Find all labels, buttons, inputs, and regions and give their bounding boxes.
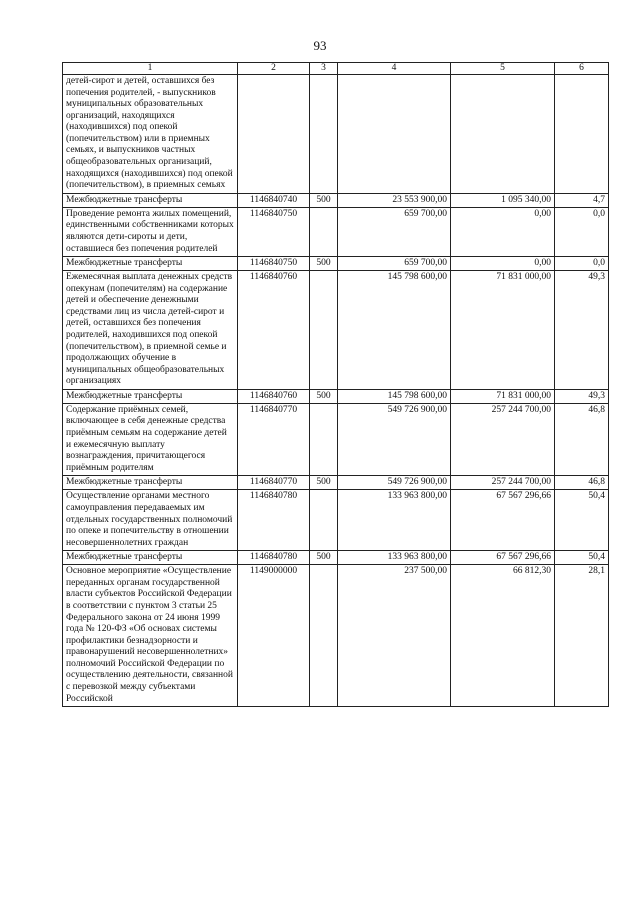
row-expense-type [310,403,338,475]
row-execution-percent [555,75,609,194]
row-code: 1146840770 [238,476,310,490]
column-header: 6 [555,63,609,75]
row-planned-amount: 133 963 800,00 [338,490,451,551]
table-row [63,193,609,207]
row-expense-type [310,75,338,194]
row-execution-percent: 50,4 [555,551,609,565]
column-header: 2 [238,63,310,75]
row-expense-type: 500 [310,476,338,490]
column-header: 1 [63,63,238,75]
row-description: Межбюджетные трансферты [63,389,238,403]
row-planned-amount: 659 700,00 [338,207,451,256]
table-row [63,257,609,271]
table-body [63,75,609,707]
row-execution-percent: 0,0 [555,207,609,256]
row-planned-amount: 133 963 800,00 [338,551,451,565]
table-row [63,389,609,403]
row-planned-amount: 659 700,00 [338,257,451,271]
column-header: 4 [338,63,451,75]
table-row [63,271,609,390]
row-execution-percent: 46,8 [555,476,609,490]
row-expense-type [310,565,338,707]
row-actual-amount: 66 812,30 [451,565,555,707]
row-expense-type [310,271,338,390]
table-row [63,551,609,565]
row-planned-amount: 549 726 900,00 [338,403,451,475]
row-actual-amount: 71 831 000,00 [451,271,555,390]
row-execution-percent: 0,0 [555,257,609,271]
table-row [63,207,609,256]
row-code: 1146840760 [238,389,310,403]
row-execution-percent: 28,1 [555,565,609,707]
row-description: Межбюджетные трансферты [63,193,238,207]
row-code: 1146840780 [238,551,310,565]
table-row [63,75,609,194]
row-actual-amount: 71 831 000,00 [451,389,555,403]
row-expense-type [310,207,338,256]
table-row [63,476,609,490]
row-code: 1149000000 [238,565,310,707]
row-planned-amount: 549 726 900,00 [338,476,451,490]
row-description: Межбюджетные трансферты [63,257,238,271]
table-row [63,403,609,475]
row-planned-amount: 145 798 600,00 [338,389,451,403]
row-actual-amount: 67 567 296,66 [451,551,555,565]
column-header: 3 [310,63,338,75]
row-execution-percent: 49,3 [555,389,609,403]
row-actual-amount: 257 244 700,00 [451,403,555,475]
row-actual-amount: 0,00 [451,257,555,271]
row-expense-type: 500 [310,551,338,565]
column-header: 5 [451,63,555,75]
row-code: 1146840770 [238,403,310,475]
row-actual-amount: 257 244 700,00 [451,476,555,490]
row-expense-type: 500 [310,389,338,403]
row-description: Ежемесячная выплата денежных средств опекунам (попечителям) на содержание детей и обеспечение денежными средствами лиц из числа детей-сирот и детей, оставшихся без попечения родителей, находившихся под опекой (попечительством), в приемной семье и продолжающих обучение в муниципальных общеобразовательных организациях [63,271,238,390]
row-description: Основное мероприятие «Осуществление переданных органам государственной власти субъектов Российской Федерации в соответствии с пунктом 3 статьи 25 Федерального закона от 24 июня 1999 года № 120-ФЗ «Об основах системы профилактики безнадзорности и правонарушений несовершеннолетних» полномочий Российской Федерации по осуществлению деятельности, связанной с перевозкой между субъектами Российской [63,565,238,707]
table-row [63,490,609,551]
row-description: Межбюджетные трансферты [63,476,238,490]
row-expense-type: 500 [310,257,338,271]
row-code: 1146840750 [238,207,310,256]
row-description: Проведение ремонта жилых помещений, единственными собственниками которых являются дети-сироты и дети, оставшиеся без попечения родителей [63,207,238,256]
row-expense-type: 500 [310,193,338,207]
row-execution-percent: 46,8 [555,403,609,475]
row-planned-amount: 23 553 900,00 [338,193,451,207]
row-description: детей-сирот и детей, оставшихся без попечения родителей, - выпускников муниципальных образовательных организаций, находящихся (находившихся) под опекой (попечительством) или в приемных семьях, и выпускников частных общеобразовательных организаций, находящихся (находившихся) под опекой (попечительством), в приемных семьях [63,75,238,194]
row-description: Содержание приёмных семей, включающее в себя денежные средства приёмным семьям на содержание детей и ежемесячную выплату вознаграждения, причитающегося приёмным родителям [63,403,238,475]
row-description: Осуществление органами местного самоуправления передаваемых им отдельных государственных полномочий по опеке и попечительству в отношении несовершеннолетних граждан [63,490,238,551]
table-row [63,565,609,707]
row-planned-amount: 145 798 600,00 [338,271,451,390]
row-execution-percent: 49,3 [555,271,609,390]
row-code: 1146840740 [238,193,310,207]
row-code [238,75,310,194]
row-actual-amount [451,75,555,194]
row-actual-amount: 1 095 340,00 [451,193,555,207]
row-execution-percent: 50,4 [555,490,609,551]
row-planned-amount [338,75,451,194]
row-code: 1146840760 [238,271,310,390]
row-description: Межбюджетные трансферты [63,551,238,565]
row-actual-amount: 67 567 296,66 [451,490,555,551]
row-planned-amount: 237 500,00 [338,565,451,707]
row-expense-type [310,490,338,551]
row-code: 1146840750 [238,257,310,271]
budget-table [62,62,609,707]
page-number: 93 [313,38,327,53]
row-actual-amount: 0,00 [451,207,555,256]
row-code: 1146840780 [238,490,310,551]
table-header-row [63,63,609,75]
row-execution-percent: 4,7 [555,193,609,207]
